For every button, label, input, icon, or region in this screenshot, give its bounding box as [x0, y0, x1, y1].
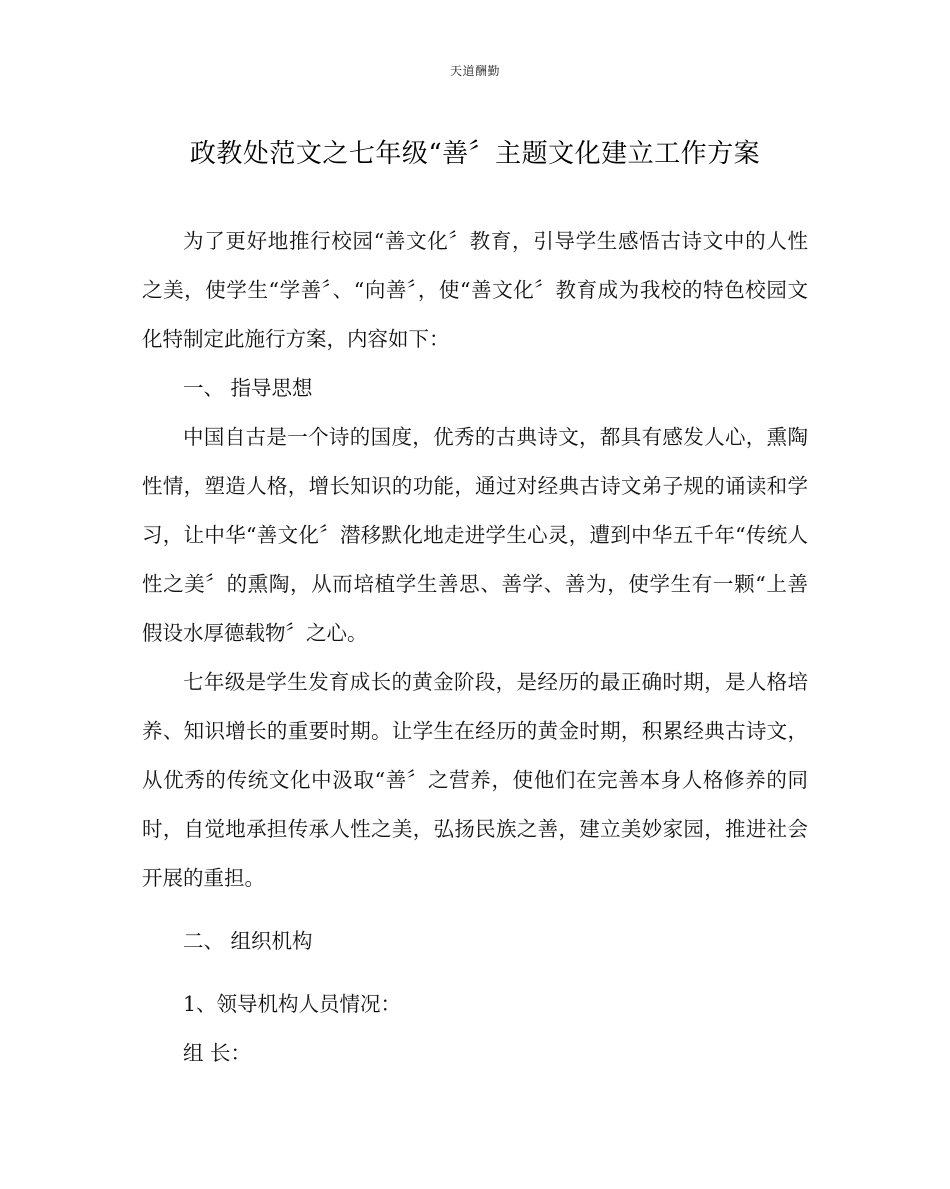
intro-paragraph: 为了更好地推行校园“善文化〞教育，引导学生感悟古诗文中的人性之美，使学生“学善〞、“向善〞，使“善文化〞教育成为我校的特色校园文化特制定此施行方案，内容如下：: [142, 229, 808, 351]
page-header: 天道酬勤: [449, 64, 500, 78]
leadership-subheading: 1、领导机构人员情况：: [183, 992, 402, 1016]
section-heading-organization: 二、 组织机构: [183, 929, 313, 953]
document-body: [142, 217, 808, 1078]
group-leader-line: 组 长：: [183, 1041, 252, 1065]
guiding-thought-paragraph-1: 中国自古是一个诗的国度，优秀的古典诗文，都具有感发人心，熏陶性情，塑造人格，增长知识的功能，通过对经典古诗文弟子规的诵读和学习，让中华“善文化〞潜移默化地走进学生心灵，遭到中华五千年“传统人性之美〞的熏陶，从而培植学生善思、善学、善为，使学生有一颗“上善假设水厚德载物〞之心。: [142, 425, 808, 645]
document-title: 政教处范文之七年级“善〞主题文化建立工作方案: [189, 139, 761, 169]
guiding-thought-paragraph-2: 七年级是学生发育成长的黄金阶段，是经历的最正确时期，是人格培养、知识增长的重要时期。让学生在经历的黄金时期，积累经典古诗文，从优秀的传统文化中汲取“善〞之营养，使他们在完善本身人格修养的同时，自觉地承担传承人性之美，弘扬民族之善，建立美妙家园，推进社会开展的重担。: [142, 670, 808, 890]
section-heading-guiding-thought: 一、 指导思想: [183, 376, 313, 400]
